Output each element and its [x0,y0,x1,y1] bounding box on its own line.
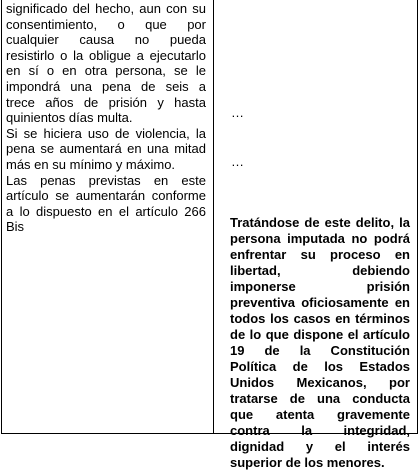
right-ellipsis-1: … [231,105,244,120]
right-ellipsis-2: … [231,154,244,169]
left-paragraph-1: significado del hecho, aun con su consentimiento, o que por cualquier causa no pueda resistirlo o la obligue a ejecutarlo en sí o en otra persona, se le impondrá una pena de seis a trece años de prisión y hasta quinientos días multa. [6,1,206,126]
left-paragraph-2: Si se hiciera uso de violencia, la pena se aumentará en una mitad más en su mínimo y máximo. [6,125,206,172]
left-column [6,1,206,235]
column-divider [213,0,214,433]
right-bold-paragraph: Tratándose de este delito, la persona imputada no podrá enfrentar su proceso en libertad, debiendo imponerse prisión preventiva oficiosamente en todos los casos en términos de lo que dispone el artículo 19 de la Constitución Política de los Estados Unidos Mexicanos, por tratarse de una conducta que atenta gravemente contra la integridad, dignidad y el interés superior de los menores. [230,215,410,470]
left-paragraph-3: Las penas previstas en este artículo se aumentarán conforme a lo dispuesto en el artículo 266 Bis [6,172,206,235]
comparison-table [1,0,418,470]
